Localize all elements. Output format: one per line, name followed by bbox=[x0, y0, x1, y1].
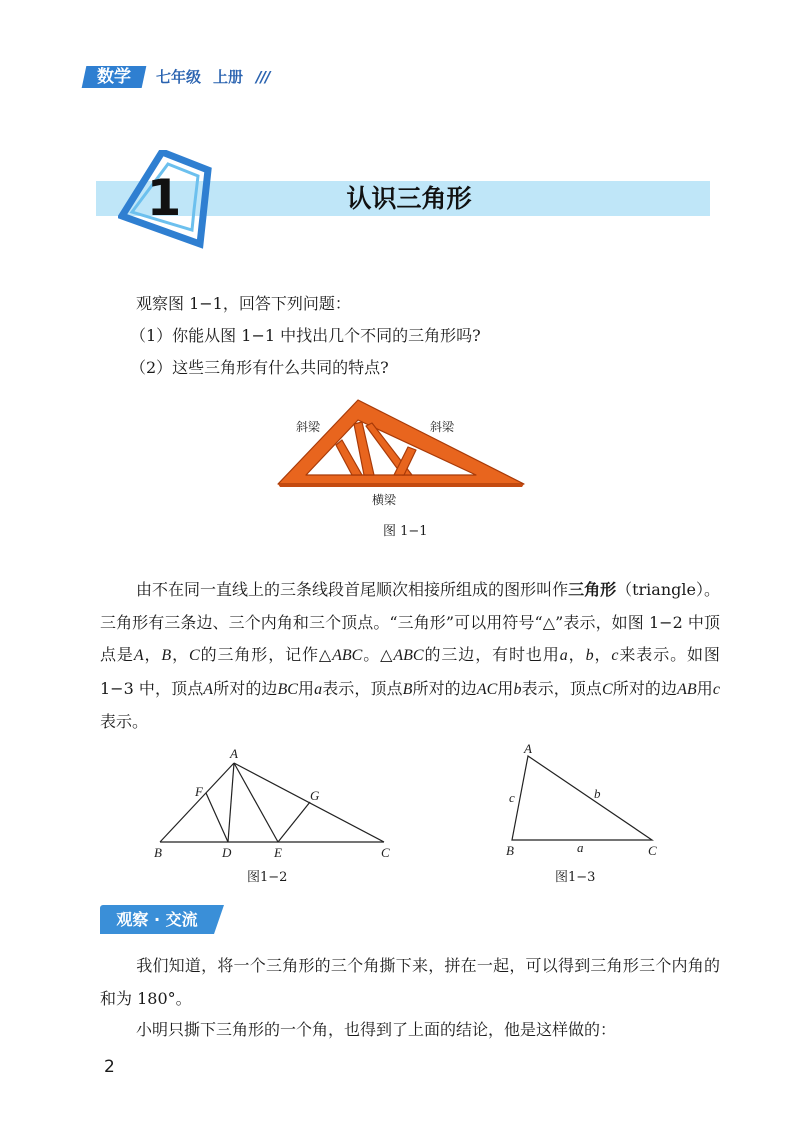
def-text-13: 所对的边 bbox=[612, 678, 678, 698]
definition-paragraph bbox=[100, 574, 720, 739]
section-label: 观察 · 交流 bbox=[100, 905, 214, 934]
var-B: B bbox=[402, 680, 413, 698]
header-slashes: /// bbox=[256, 68, 270, 86]
exchange-text-1: 我们知道，将一个三角形的三个角撕下来，拼在一起，可以得到三角形三个内角的和为 180°。 bbox=[100, 956, 720, 1008]
var-A: A bbox=[203, 680, 214, 698]
point-C: C bbox=[648, 843, 657, 858]
side-b: b bbox=[594, 786, 601, 801]
var-b: b bbox=[513, 680, 522, 698]
figure-1-2-caption: 图1−2 bbox=[247, 870, 288, 885]
var-b: b bbox=[585, 647, 594, 664]
triangle-ABC bbox=[512, 756, 652, 840]
label-right-beam: 斜梁 bbox=[430, 420, 455, 434]
def-text-14: 用 bbox=[696, 678, 713, 698]
segment-AD bbox=[228, 763, 234, 842]
def-text-11: 用 bbox=[497, 678, 514, 698]
figure-1-2 bbox=[150, 745, 400, 860]
var-C: C bbox=[189, 647, 200, 664]
subject-badge bbox=[82, 66, 147, 88]
def-text-3: 的三角形，记作△ bbox=[199, 645, 333, 664]
point-A: A bbox=[230, 746, 238, 761]
def-text-15: 表示。 bbox=[100, 712, 149, 731]
comma: ， bbox=[567, 645, 586, 664]
volume-label: 上册 bbox=[213, 68, 244, 86]
segment-FD bbox=[206, 793, 228, 842]
var-c: c bbox=[712, 680, 720, 698]
chapter-number: 1 bbox=[146, 169, 182, 227]
side-c: c bbox=[509, 790, 515, 805]
point-D: D bbox=[222, 845, 232, 860]
comma: ， bbox=[143, 645, 162, 664]
label-bottom-beam: 横梁 bbox=[372, 493, 397, 507]
point-B: B bbox=[154, 845, 162, 860]
var-a: a bbox=[559, 647, 568, 664]
term-triangle: 三角形 bbox=[568, 580, 617, 599]
exchange-text-2: 小明只撕下三角形的一个角，也得到了上面的结论，他是这样做的： bbox=[136, 1020, 617, 1039]
figure-1-3 bbox=[500, 740, 670, 860]
side-a: a bbox=[577, 840, 584, 855]
segment-EG bbox=[278, 802, 310, 842]
var-BC: BC bbox=[277, 680, 298, 698]
var-c: c bbox=[611, 647, 619, 664]
grade-volume bbox=[156, 66, 243, 88]
point-A: A bbox=[524, 741, 532, 756]
var-AB: AB bbox=[677, 680, 697, 698]
var-AC: AC bbox=[476, 680, 498, 698]
comma: ， bbox=[593, 645, 612, 664]
def-text-10: 所对的边 bbox=[412, 678, 477, 698]
question-2: （2）这些三角形有什么共同的特点? bbox=[130, 358, 389, 377]
def-text-5: 的三边，有时也用 bbox=[423, 645, 560, 664]
def-text-9: 表示，顶点 bbox=[322, 678, 403, 698]
point-C: C bbox=[381, 845, 390, 860]
def-text-8: 用 bbox=[297, 678, 315, 698]
figure-1-3-caption: 图1−3 bbox=[555, 870, 596, 885]
grade-label: 七年级 bbox=[156, 68, 202, 86]
point-B: B bbox=[506, 843, 514, 858]
def-text-6: 来表示。如图 1−3 中，顶点 bbox=[100, 645, 720, 698]
question-1: （1）你能从图 1−1 中找出几个不同的三角形吗? bbox=[130, 326, 481, 345]
var-ABC: ABC bbox=[332, 647, 363, 664]
figure-1-caption: 图 1−1 bbox=[383, 524, 428, 539]
section-label-tail bbox=[214, 905, 224, 934]
subject-label: 数学 bbox=[97, 67, 131, 87]
var-B: B bbox=[161, 647, 172, 664]
label-left-beam: 斜梁 bbox=[296, 420, 321, 434]
page-number: 2 bbox=[104, 1057, 115, 1077]
intro-line: 观察图 1−1，回答下列问题： bbox=[136, 294, 351, 313]
chapter-title: 认识三角形 bbox=[346, 184, 472, 213]
def-text-2: （triangle）。三角形有三条边、三个内角和三个顶点。“三角形”可以用符号“△”表示，如图 1−2 中顶点是 bbox=[100, 580, 720, 664]
exchange-paragraph-1 bbox=[100, 950, 720, 1015]
def-text-4: 。△ bbox=[362, 645, 394, 664]
def-text-7: 所对的边 bbox=[213, 678, 278, 698]
point-E: E bbox=[274, 845, 282, 860]
var-A: A bbox=[133, 647, 144, 664]
var-a: a bbox=[314, 680, 323, 698]
def-text-1: 由不在同一直线上的三条线段首尾顺次相接所组成的图形叫作 bbox=[136, 580, 569, 599]
comma: ， bbox=[171, 645, 189, 664]
exchange-paragraph-2 bbox=[100, 1014, 720, 1047]
point-G: G bbox=[310, 788, 320, 803]
point-F: F bbox=[195, 784, 203, 799]
var-ABC: ABC bbox=[393, 647, 424, 664]
def-text-12: 表示，顶点 bbox=[521, 678, 602, 698]
var-C: C bbox=[602, 680, 613, 698]
truss-figure bbox=[276, 396, 526, 488]
